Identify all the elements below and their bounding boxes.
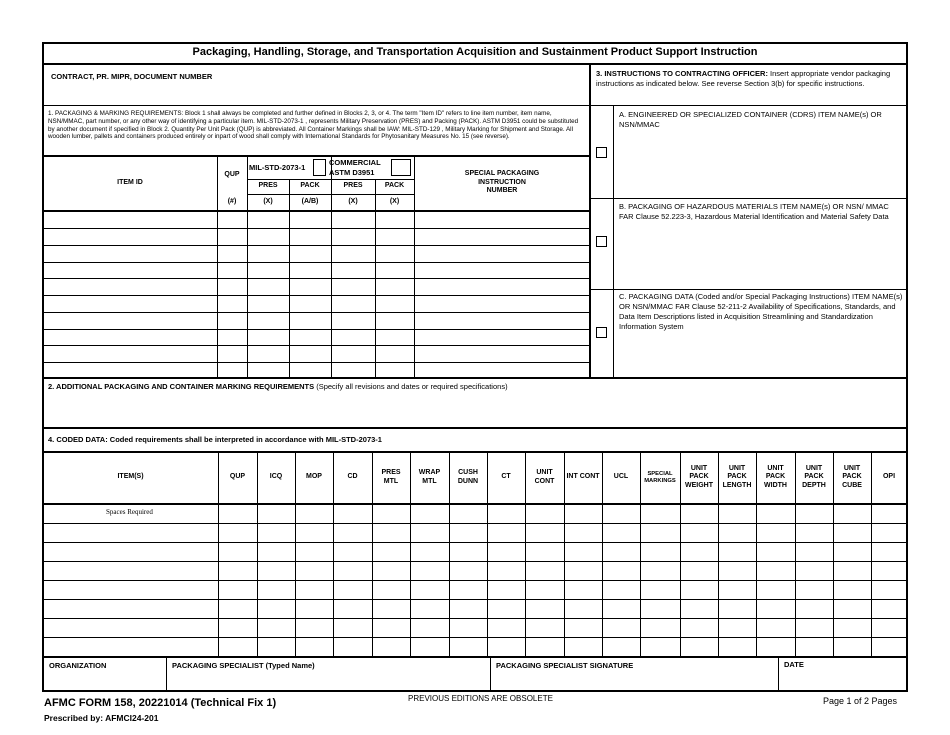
block1-text: 1. PACKAGING & MARKING REQUIREMENTS: Block 1 shall always be completed and further defined in Blocks 2, 3, or 4. The term "Item ID" refers to line item number, item name, NSN/MMAC, part number, or any other way of identifying a particular item. MIL-STD-2073-1 , represents Military Preservation (PRES) and Packing (PACK). ASTM D3951 could be substituted by another document if specified in Block 2. Quantity Per Unit Pack (QUP) is abbreviated. All Container Markings shall be IAW: MIL-STD-129 , Military Marking for Shipment and Storage. All wooden lumber, pallets and containers produced entirely or inpart of wood shall comply with International Standards for Phytosanitary Measures No. 15 (see reverse). bbox=[48, 110, 579, 141]
spaces-required: Spaces Required bbox=[106, 508, 153, 516]
coded-header-item-s: ITEM(S) bbox=[117, 473, 144, 481]
col-pack: PACK bbox=[300, 182, 320, 190]
date-label: DATE bbox=[784, 660, 804, 669]
coded-header-opi: OPI bbox=[882, 473, 896, 481]
footer-page: Page 1 of 2 Pages bbox=[823, 696, 898, 706]
coded-header-icq: ICQ bbox=[269, 473, 283, 481]
coded-header-unit-pack-depth: UNIT PACK DEPTH bbox=[802, 464, 826, 489]
coded-header-unit-cont: UNIT CONT bbox=[534, 469, 555, 485]
sub-pack: (A/B) bbox=[301, 198, 319, 206]
footer-form-number: AFMC FORM 158, 20221014 (Technical Fix 1) bbox=[44, 697, 277, 709]
specialist-label: PACKAGING SPECIALIST (Typed Name) bbox=[172, 661, 315, 670]
coded-header-cush-dunn: CUSH DUNN bbox=[457, 469, 479, 485]
coded-header-special-markings: SPECIAL MARKINGS bbox=[644, 470, 676, 484]
col-qup: QUP bbox=[224, 170, 240, 178]
col-pres: PRES bbox=[258, 182, 278, 190]
block2-label: 2. ADDITIONAL PACKAGING AND CONTAINER MARKING REQUIREMENTS (Specify all revisions and dates or required specifications) bbox=[48, 382, 508, 391]
sub-comm-pres: (X) bbox=[348, 198, 358, 206]
option-c-checkbox[interactable] bbox=[596, 327, 607, 338]
option-c-text: C. PACKAGING DATA (Coded and/or Special Packaging Instructions) ITEM NAME(s) OR NSN/MMAC FAR Clause 52-211-2 Availability of Specifications, Standards, and Data Item Descriptions listed in Acquisition Streamlining and Standardization Information System bbox=[619, 292, 903, 331]
footer-prescribed: Prescribed by: AFMCI24-201 bbox=[44, 713, 159, 723]
signature-input[interactable] bbox=[492, 672, 776, 689]
block4-label: 4. CODED DATA: Coded requirements shall be interpreted in accordance with MIL-STD-2073-1 bbox=[48, 435, 382, 444]
coded-header-unit-pack-weight: UNIT PACK WEIGHT bbox=[685, 464, 713, 489]
coded-header-unit-pack-width: UNIT PACK WIDTH bbox=[764, 464, 787, 489]
signature-label: PACKAGING SPECIALIST SIGNATURE bbox=[496, 661, 634, 670]
coded-header-pres-mtl: PRES MTL bbox=[381, 469, 401, 485]
coded-header-wrap-mtl: WRAP MTL bbox=[418, 469, 441, 485]
block3-instructions: 3. INSTRUCTIONS TO CONTRACTING OFFICER: Insert appropriate vendor packaging instructions as indicated below. See reverse Section 3(b) for specific instructions. bbox=[596, 69, 891, 88]
sub-qup: (#) bbox=[227, 198, 237, 206]
option-b-text: B. PACKAGING OF HAZARDOUS MATERIALS ITEM NAME(s) OR NSN/ MMAC FAR Clause 52.223-3, Hazardous Material Identification and Material Safety Data bbox=[619, 202, 889, 221]
commercial-label: COMMERCIAL bbox=[329, 158, 381, 167]
contract-input[interactable] bbox=[46, 84, 586, 104]
col-comm-pres: PRES bbox=[343, 182, 363, 190]
coded-header-int-cont: INT CONT bbox=[566, 473, 600, 481]
col-item-id: ITEM ID bbox=[117, 178, 143, 186]
organization-input[interactable] bbox=[46, 672, 164, 689]
milstd-label: MIL-STD-2073-1 bbox=[249, 163, 306, 172]
coded-header-cd: CD bbox=[347, 473, 358, 481]
form-title: Packaging, Handling, Storage, and Transportation Acquisition and Sustainment Product Support Instruction bbox=[192, 46, 758, 58]
milstd-checkbox[interactable] bbox=[313, 159, 326, 176]
block2-input[interactable] bbox=[46, 394, 904, 424]
coded-header-ucl: UCL bbox=[613, 473, 629, 481]
commercial-checkbox[interactable] bbox=[391, 159, 411, 176]
footer-obsolete: PREVIOUS EDITIONS ARE OBSOLETE bbox=[408, 694, 553, 703]
option-b-checkbox[interactable] bbox=[596, 236, 607, 247]
contract-label: CONTRACT, PR. MIPR, DOCUMENT NUMBER bbox=[51, 72, 213, 81]
organization-label: ORGANIZATION bbox=[49, 661, 107, 670]
coded-header-unit-pack-length: UNIT PACK LENGTH bbox=[722, 464, 752, 489]
astm-label: ASTM D3951 bbox=[329, 168, 375, 177]
coded-header-unit-pack-cube: UNIT PACK CUBE bbox=[842, 464, 862, 489]
coded-header-ct: CT bbox=[501, 473, 511, 481]
specialist-input[interactable] bbox=[168, 672, 488, 689]
date-input[interactable] bbox=[780, 672, 906, 689]
coded-header-mop: MOP bbox=[306, 473, 322, 481]
coded-header-qup: QUP bbox=[229, 473, 246, 481]
option-a-text: A. ENGINEERED OR SPECIALIZED CONTAINER (CDRS) ITEM NAME(s) OR NSN/MMAC bbox=[619, 110, 882, 129]
col-special: SPECIAL PACKAGING INSTRUCTION NUMBER bbox=[464, 170, 540, 195]
col-comm-pack: PACK bbox=[384, 182, 405, 190]
sub-pres: (X) bbox=[263, 198, 273, 206]
option-a-checkbox[interactable] bbox=[596, 147, 607, 158]
sub-comm-pack: (X) bbox=[389, 198, 400, 206]
